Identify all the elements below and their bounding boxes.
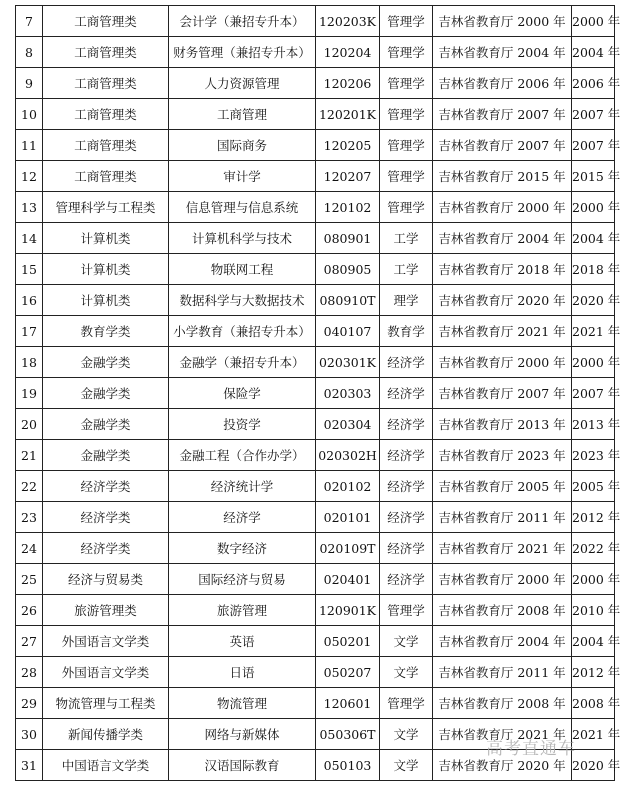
approval-cell: 吉林省教育厅 2005 年 (433, 471, 572, 502)
row-number-cell: 25 (16, 564, 43, 595)
approval-cell: 吉林省教育厅 2004 年 (433, 37, 572, 68)
major-name-cell: 国际经济与贸易 (169, 564, 316, 595)
approval-cell: 吉林省教育厅 2000 年 (433, 192, 572, 223)
enrollment-year-cell: 2004 年 (572, 626, 615, 657)
major-code-cell: 020101 (316, 502, 380, 533)
approval-cell: 吉林省教育厅 2020 年 (433, 750, 572, 781)
major-name-cell: 经济学 (169, 502, 316, 533)
major-name-cell: 国际商务 (169, 130, 316, 161)
discipline-cell: 经济学 (380, 440, 433, 471)
enrollment-year-cell: 2012 年 (572, 502, 615, 533)
enrollment-year-cell: 2020 年 (572, 285, 615, 316)
table-row (16, 130, 615, 161)
table-row (16, 626, 615, 657)
row-number-cell: 14 (16, 223, 43, 254)
majors-table (15, 5, 621, 781)
discipline-cell: 文学 (380, 626, 433, 657)
category-cell: 金融学类 (43, 409, 169, 440)
enrollment-year-cell: 2010 年 (572, 595, 615, 626)
major-code-cell: 120206 (316, 68, 380, 99)
discipline-cell: 管理学 (380, 37, 433, 68)
table-row (16, 440, 615, 471)
category-cell: 中国语言文学类 (43, 750, 169, 781)
major-code-cell: 020303 (316, 378, 380, 409)
enrollment-year-cell: 2004 年 (572, 223, 615, 254)
row-number-cell: 23 (16, 502, 43, 533)
major-code-cell: 020109T (316, 533, 380, 564)
table-row (16, 378, 615, 409)
row-number-cell: 13 (16, 192, 43, 223)
major-code-cell: 120901K (316, 595, 380, 626)
major-code-cell: 120203K (316, 6, 380, 37)
enrollment-year-cell: 2023 年 (572, 440, 615, 471)
row-number-cell: 28 (16, 657, 43, 688)
table-row (16, 285, 615, 316)
majors-table-body (16, 6, 621, 781)
enrollment-year-cell: 2021 年 (572, 719, 615, 750)
approval-cell: 吉林省教育厅 2007 年 (433, 130, 572, 161)
table-row (16, 502, 615, 533)
discipline-cell: 管理学 (380, 161, 433, 192)
major-code-cell: 020102 (316, 471, 380, 502)
enrollment-year-cell: 2005 年 (572, 471, 615, 502)
category-cell: 经济学类 (43, 533, 169, 564)
major-code-cell: 120601 (316, 688, 380, 719)
enrollment-year-cell: 2015 年 (572, 161, 615, 192)
major-name-cell: 经济统计学 (169, 471, 316, 502)
enrollment-year-cell: 2004 年 (572, 37, 615, 68)
category-cell: 金融学类 (43, 440, 169, 471)
major-name-cell: 日语 (169, 657, 316, 688)
row-number-cell: 16 (16, 285, 43, 316)
category-cell: 工商管理类 (43, 99, 169, 130)
discipline-cell: 管理学 (380, 688, 433, 719)
approval-cell: 吉林省教育厅 2000 年 (433, 6, 572, 37)
approval-cell: 吉林省教育厅 2023 年 (433, 440, 572, 471)
major-code-cell: 120201K (316, 99, 380, 130)
major-code-cell: 050306T (316, 719, 380, 750)
approval-cell: 吉林省教育厅 2021 年 (433, 719, 572, 750)
category-cell: 计算机类 (43, 254, 169, 285)
major-name-cell: 信息管理与信息系统 (169, 192, 316, 223)
approval-cell: 吉林省教育厅 2021 年 (433, 533, 572, 564)
category-cell: 教育学类 (43, 316, 169, 347)
major-code-cell: 120102 (316, 192, 380, 223)
category-cell: 经济学类 (43, 471, 169, 502)
table-row (16, 37, 615, 68)
enrollment-year-cell: 2007 年 (572, 99, 615, 130)
approval-cell: 吉林省教育厅 2004 年 (433, 223, 572, 254)
major-name-cell: 工商管理 (169, 99, 316, 130)
discipline-cell: 经济学 (380, 471, 433, 502)
approval-cell: 吉林省教育厅 2011 年 (433, 502, 572, 533)
major-name-cell: 人力资源管理 (169, 68, 316, 99)
category-cell: 经济学类 (43, 502, 169, 533)
major-code-cell: 080910T (316, 285, 380, 316)
major-name-cell: 小学教育（兼招专升本） (169, 316, 316, 347)
major-name-cell: 数字经济 (169, 533, 316, 564)
enrollment-year-cell: 2000 年 (572, 6, 615, 37)
table-row (16, 68, 615, 99)
row-number-cell: 20 (16, 409, 43, 440)
major-name-cell: 数据科学与大数据技术 (169, 285, 316, 316)
enrollment-year-cell: 2013 年 (572, 409, 615, 440)
row-number-cell: 8 (16, 37, 43, 68)
discipline-cell: 经济学 (380, 533, 433, 564)
row-number-cell: 7 (16, 6, 43, 37)
approval-cell: 吉林省教育厅 2021 年 (433, 316, 572, 347)
category-cell: 工商管理类 (43, 37, 169, 68)
table-row (16, 192, 615, 223)
row-number-cell: 24 (16, 533, 43, 564)
discipline-cell: 经济学 (380, 378, 433, 409)
major-code-cell: 050103 (316, 750, 380, 781)
table-row (16, 657, 615, 688)
row-number-cell: 19 (16, 378, 43, 409)
major-name-cell: 会计学（兼招专升本） (169, 6, 316, 37)
approval-cell: 吉林省教育厅 2000 年 (433, 347, 572, 378)
row-number-cell: 18 (16, 347, 43, 378)
enrollment-year-cell: 2007 年 (572, 130, 615, 161)
major-code-cell: 020304 (316, 409, 380, 440)
discipline-cell: 经济学 (380, 564, 433, 595)
category-cell: 工商管理类 (43, 130, 169, 161)
table-row (16, 223, 615, 254)
approval-cell: 吉林省教育厅 2020 年 (433, 285, 572, 316)
table-row (16, 564, 615, 595)
enrollment-year-cell: 2021 年 (572, 316, 615, 347)
discipline-cell: 管理学 (380, 130, 433, 161)
table-row (16, 533, 615, 564)
approval-cell: 吉林省教育厅 2007 年 (433, 378, 572, 409)
major-name-cell: 审计学 (169, 161, 316, 192)
discipline-cell: 教育学 (380, 316, 433, 347)
major-code-cell: 020302H (316, 440, 380, 471)
major-code-cell: 120207 (316, 161, 380, 192)
approval-cell: 吉林省教育厅 2008 年 (433, 595, 572, 626)
discipline-cell: 文学 (380, 750, 433, 781)
row-number-cell: 26 (16, 595, 43, 626)
category-cell: 金融学类 (43, 347, 169, 378)
table-row (16, 595, 615, 626)
major-name-cell: 汉语国际教育 (169, 750, 316, 781)
major-name-cell: 旅游管理 (169, 595, 316, 626)
discipline-cell: 工学 (380, 223, 433, 254)
category-cell: 经济与贸易类 (43, 564, 169, 595)
major-code-cell: 050207 (316, 657, 380, 688)
category-cell: 物流管理与工程类 (43, 688, 169, 719)
row-number-cell: 29 (16, 688, 43, 719)
major-name-cell: 网络与新媒体 (169, 719, 316, 750)
enrollment-year-cell: 2000 年 (572, 347, 615, 378)
table-row (16, 99, 615, 130)
discipline-cell: 管理学 (380, 6, 433, 37)
row-number-cell: 15 (16, 254, 43, 285)
approval-cell: 吉林省教育厅 2018 年 (433, 254, 572, 285)
category-cell: 计算机类 (43, 223, 169, 254)
row-number-cell: 31 (16, 750, 43, 781)
discipline-cell: 文学 (380, 719, 433, 750)
major-name-cell: 金融学（兼招专升本） (169, 347, 316, 378)
major-name-cell: 物联网工程 (169, 254, 316, 285)
major-code-cell: 080901 (316, 223, 380, 254)
table-row (16, 347, 615, 378)
major-code-cell: 050201 (316, 626, 380, 657)
approval-cell: 吉林省教育厅 2013 年 (433, 409, 572, 440)
major-name-cell: 计算机科学与技术 (169, 223, 316, 254)
enrollment-year-cell: 2022 年 (572, 533, 615, 564)
discipline-cell: 管理学 (380, 192, 433, 223)
category-cell: 金融学类 (43, 378, 169, 409)
row-number-cell: 10 (16, 99, 43, 130)
major-name-cell: 物流管理 (169, 688, 316, 719)
category-cell: 工商管理类 (43, 161, 169, 192)
table-row (16, 316, 615, 347)
major-code-cell: 020301K (316, 347, 380, 378)
enrollment-year-cell: 2018 年 (572, 254, 615, 285)
enrollment-year-cell: 2006 年 (572, 68, 615, 99)
table-row (16, 688, 615, 719)
row-number-cell: 11 (16, 130, 43, 161)
approval-cell: 吉林省教育厅 2000 年 (433, 564, 572, 595)
enrollment-year-cell: 2007 年 (572, 378, 615, 409)
category-cell: 新闻传播学类 (43, 719, 169, 750)
approval-cell: 吉林省教育厅 2004 年 (433, 626, 572, 657)
enrollment-year-cell: 2020 年 (572, 750, 615, 781)
discipline-cell: 工学 (380, 254, 433, 285)
category-cell: 外国语言文学类 (43, 626, 169, 657)
row-number-cell: 30 (16, 719, 43, 750)
row-number-cell: 22 (16, 471, 43, 502)
category-cell: 工商管理类 (43, 68, 169, 99)
row-number-cell: 9 (16, 68, 43, 99)
table-row (16, 161, 615, 192)
enrollment-year-cell: 2008 年 (572, 688, 615, 719)
major-name-cell: 金融工程（合作办学） (169, 440, 316, 471)
row-number-cell: 21 (16, 440, 43, 471)
major-code-cell: 120205 (316, 130, 380, 161)
discipline-cell: 经济学 (380, 502, 433, 533)
major-code-cell: 080905 (316, 254, 380, 285)
category-cell: 计算机类 (43, 285, 169, 316)
row-number-cell: 17 (16, 316, 43, 347)
major-code-cell: 020401 (316, 564, 380, 595)
discipline-cell: 经济学 (380, 409, 433, 440)
approval-cell: 吉林省教育厅 2011 年 (433, 657, 572, 688)
enrollment-year-cell: 2012 年 (572, 657, 615, 688)
category-cell: 管理科学与工程类 (43, 192, 169, 223)
row-number-cell: 27 (16, 626, 43, 657)
category-cell: 外国语言文学类 (43, 657, 169, 688)
major-name-cell: 投资学 (169, 409, 316, 440)
row-number-cell: 12 (16, 161, 43, 192)
approval-cell: 吉林省教育厅 2015 年 (433, 161, 572, 192)
discipline-cell: 管理学 (380, 595, 433, 626)
major-name-cell: 财务管理（兼招专升本） (169, 37, 316, 68)
major-name-cell: 英语 (169, 626, 316, 657)
discipline-cell: 管理学 (380, 68, 433, 99)
major-name-cell: 保险学 (169, 378, 316, 409)
discipline-cell: 理学 (380, 285, 433, 316)
enrollment-year-cell: 2000 年 (572, 192, 615, 223)
table-row (16, 409, 615, 440)
table-row (16, 254, 615, 285)
table-row (16, 6, 615, 37)
approval-cell: 吉林省教育厅 2007 年 (433, 99, 572, 130)
category-cell: 旅游管理类 (43, 595, 169, 626)
major-code-cell: 040107 (316, 316, 380, 347)
major-code-cell: 120204 (316, 37, 380, 68)
approval-cell: 吉林省教育厅 2006 年 (433, 68, 572, 99)
discipline-cell: 管理学 (380, 99, 433, 130)
category-cell: 工商管理类 (43, 6, 169, 37)
watermark: 高考直通车 (486, 739, 576, 759)
enrollment-year-cell: 2000 年 (572, 564, 615, 595)
discipline-cell: 经济学 (380, 347, 433, 378)
approval-cell: 吉林省教育厅 2008 年 (433, 688, 572, 719)
table-row (16, 471, 615, 502)
discipline-cell: 文学 (380, 657, 433, 688)
